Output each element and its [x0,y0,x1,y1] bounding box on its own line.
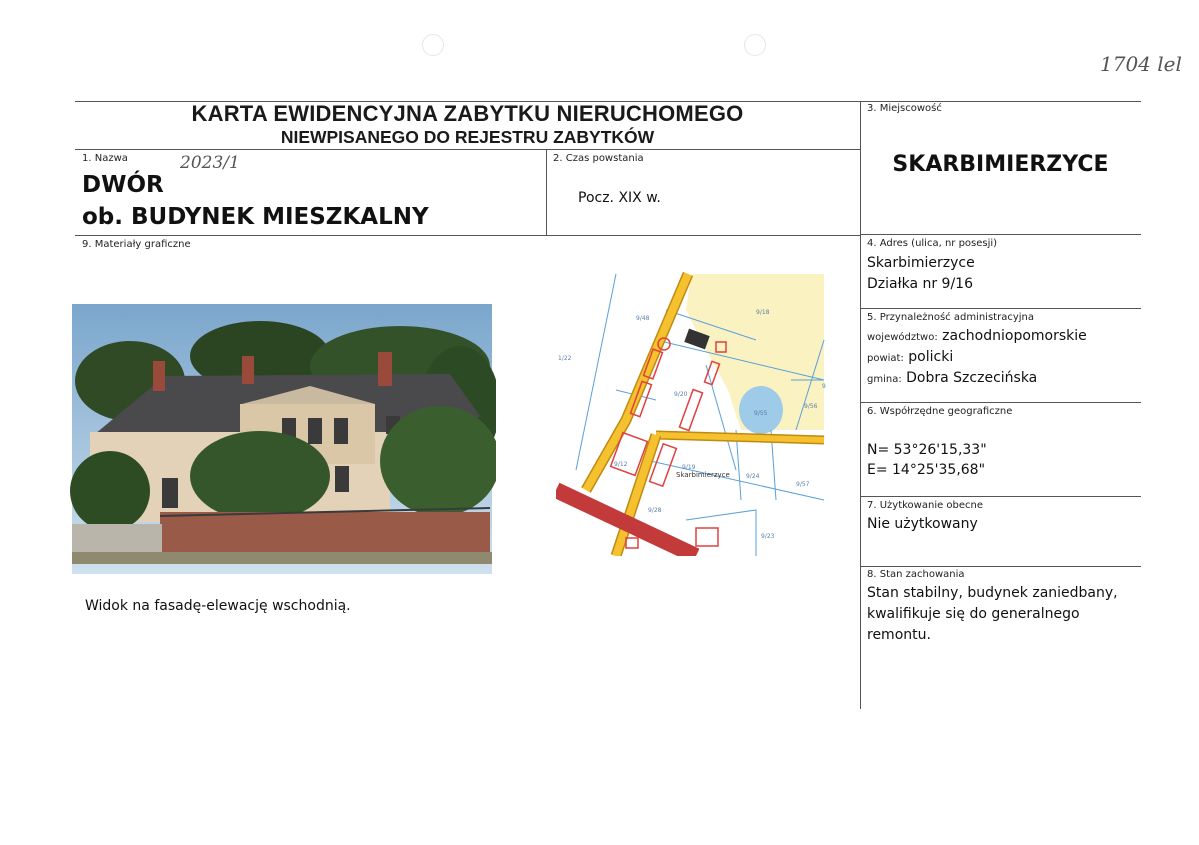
title-bottom-border [75,149,860,150]
county-value: policki [908,349,954,365]
coords-e: E= 14°25'35,68" [867,462,986,478]
condition-line1: Stan stabilny, budynek zaniedbany, [867,585,1118,601]
map-label-955: 9/55 [754,410,768,417]
rc-line-1 [860,234,1141,235]
rc-line-5 [860,566,1141,567]
map-label-919: 9/19 [682,464,696,471]
handwritten-name-note: 2023/1 [180,153,240,173]
condition-line2: kwalifikuje się do generalnego [867,606,1080,622]
punch-hole-right [744,34,766,56]
handwritten-number: 1704 lel [1100,52,1182,76]
address-line1: Skarbimierzyce [867,255,975,271]
voivodeship-label: województwo: [867,332,938,343]
commune-label: gmina: [867,374,902,385]
card-title: KARTA EWIDENCYJNA ZABYTKU NIERUCHOMEGO [191,101,744,126]
county-label: powiat: [867,353,904,364]
rc-line-4 [860,496,1141,497]
time-label: 2. Czas powstania [553,153,644,164]
condition-line3: remontu. [867,627,931,643]
rc-line-2 [860,308,1141,309]
manor-photo [70,286,496,586]
map-label-920: 9/20 [674,391,688,398]
map-label-9: 9 [822,383,826,390]
graphics-label: 9. Materiały graficzne [82,239,191,250]
name-bottom-border [75,235,860,236]
admin-label: 5. Przynależność administracyjna [867,312,1034,323]
map-label-918: 9/18 [756,309,770,316]
voivodeship-value: zachodniopomorskie [942,328,1087,344]
map-label-956: 9/56 [804,403,818,410]
name-label: 1. Nazwa [82,153,128,164]
map-label-928: 9/28 [648,507,662,514]
name-value-line1: DWÓR [82,172,164,198]
map-label-957: 9/57 [796,481,810,488]
usage-value: Nie użytkowany [867,516,978,532]
name-time-divider [546,149,547,235]
locality-value: SKARBIMIERZYCE [892,152,1109,177]
card-subtitle: NIEWPISANEGO DO REJESTRU ZABYTKÓW [280,127,655,147]
admin-commune [867,369,1037,387]
usage-label: 7. Użytkowanie obecne [867,500,984,511]
commune-value: Dobra Szczecińska [906,370,1038,386]
admin-county [867,348,953,366]
location-map [556,270,828,556]
map-label-122: 1/22 [558,355,572,362]
right-column-divider [860,101,861,709]
map-label-924: 9/24 [746,473,760,480]
condition-label: 8. Stan zachowania [867,569,965,580]
photo-caption: Widok na fasadę-elewację wschodnią. [85,598,351,614]
coords-n: N= 53°26'15,33" [867,442,987,458]
address-label: 4. Adres (ulica, nr posesji) [867,238,998,249]
rc-line-3 [860,402,1141,403]
time-value: Pocz. XIX w. [578,190,661,206]
map-label-923: 9/23 [761,533,775,540]
coords-label: 6. Współrzędne geograficzne [867,406,1013,417]
map-svg [556,270,828,556]
map-label-village: Skarbimierzyce [676,471,730,479]
name-value-line2: ob. BUDYNEK MIESZKALNY [82,204,429,230]
admin-voivodeship [867,327,1087,345]
address-line2: Działka nr 9/16 [867,276,973,292]
punch-hole-left [422,34,444,56]
locality-label: 3. Miejscowość [867,103,942,114]
map-label-948: 9/48 [636,315,650,322]
map-label-912: 9/12 [614,461,628,468]
